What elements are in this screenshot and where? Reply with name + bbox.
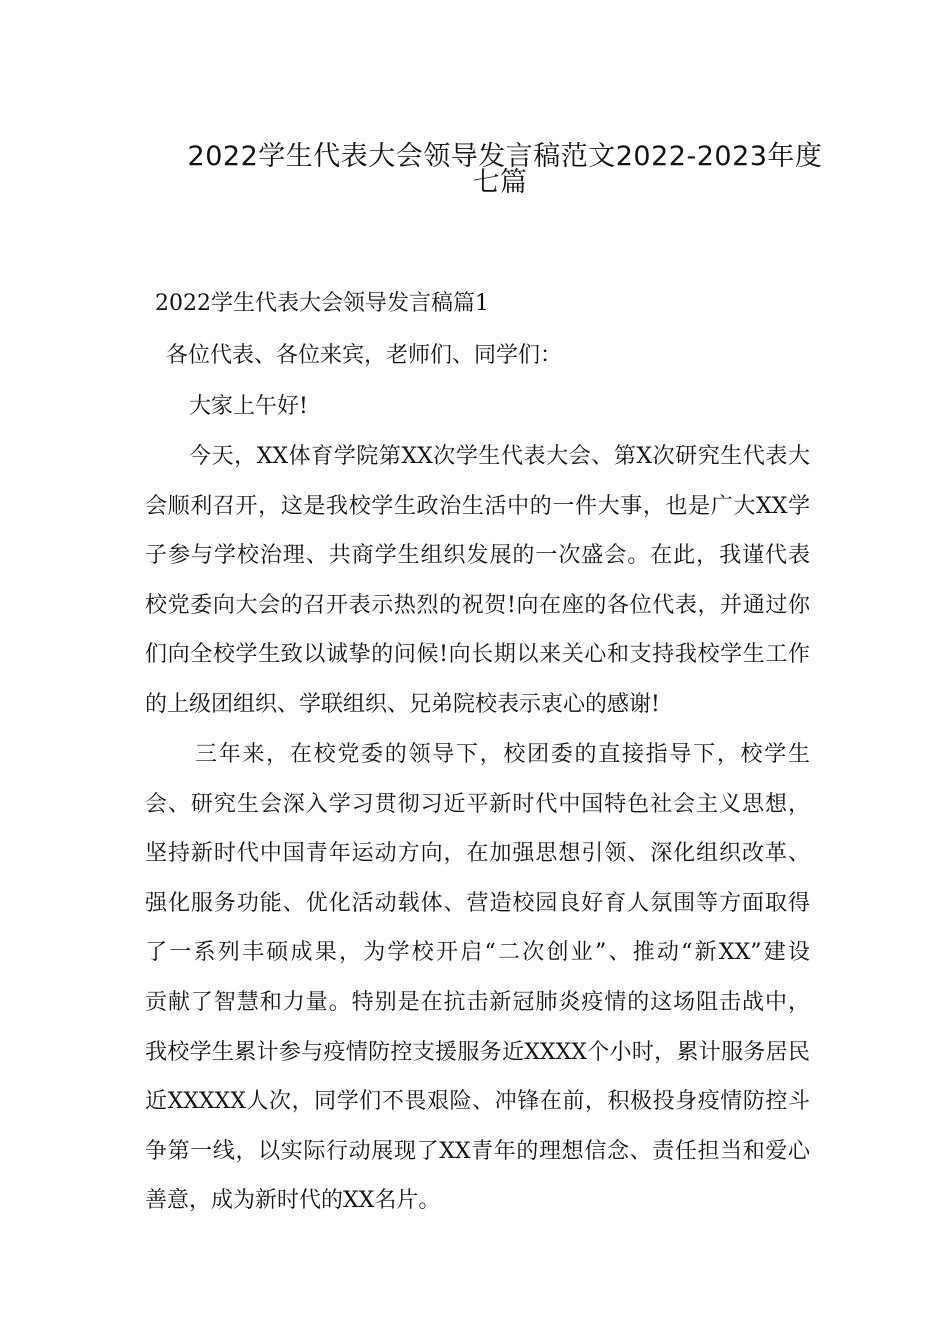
paragraph-1-line: 校党委向大会的召开表示热烈的祝贺!向在座的各位代表，并通过你	[145, 592, 810, 618]
paragraph-1-line: 会顺利召开，这是我校学生政治生活中的一件大事，也是广大XX学	[145, 493, 810, 519]
greeting: 大家上午好!	[189, 394, 308, 419]
paragraph-1-line: 们向全校学生致以诚挚的问候!向长期以来关心和支持我校学生工作	[145, 642, 810, 668]
paragraph-2-line: 了一系列丰硕成果，为学校开启“二次创业”、推动“新XX”建设	[145, 940, 810, 966]
paragraph-2-line: 三年来，在校党委的领导下，校团委的直接指导下，校学生	[195, 742, 810, 767]
paragraph-2-line: 善意，成为新时代的XX名片。	[145, 1188, 441, 1214]
document-title-line-1: 2022学生代表大会领导发言稿范文2022-2023年度	[187, 141, 823, 172]
document-title-line-2: 七篇	[472, 167, 528, 198]
paragraph-2-line: 坚持新时代中国青年运动方向，在加强思想引领、深化组织改革、	[145, 841, 810, 867]
paragraph-2-line: 争第一线，以实际行动展现了XX青年的理想信念、责任担当和爱心	[145, 1138, 810, 1164]
paragraph-2-line: 近XXXXX人次，同学们不畏艰险、冲锋在前，积极投身疫情防控斗	[145, 1089, 810, 1115]
paragraph-2-line: 我校学生累计参与疫情防控支援服务近XXXX个小时，累计服务居民	[145, 1039, 810, 1065]
paragraph-1-line: 子参与学校治理、共商学生组织发展的一次盛会。在此，我谨代表	[145, 543, 810, 569]
paragraph-2-line: 贡献了智慧和力量。特别是在抗击新冠肺炎疫情的这场阻击战中，	[145, 990, 810, 1015]
paragraph-2-line: 会、研究生会深入学习贯彻习近平新时代中国特色社会主义思想，	[145, 791, 810, 817]
paragraph-1-line: 今天，XX体育学院第XX次学生代表大会、第X次研究生代表大	[189, 444, 810, 469]
paragraph-1-line: 的上级团组织、学联组织、兄弟院校表示衷心的感谢!	[145, 692, 660, 717]
salutation: 各位代表、各位来宾，老师们、同学们：	[166, 343, 563, 368]
paragraph-2-line: 强化服务功能、优化活动载体、营造校园良好育人氛围等方面取得	[145, 890, 810, 916]
section-heading: 2022学生代表大会领导发言稿篇1	[155, 291, 489, 316]
